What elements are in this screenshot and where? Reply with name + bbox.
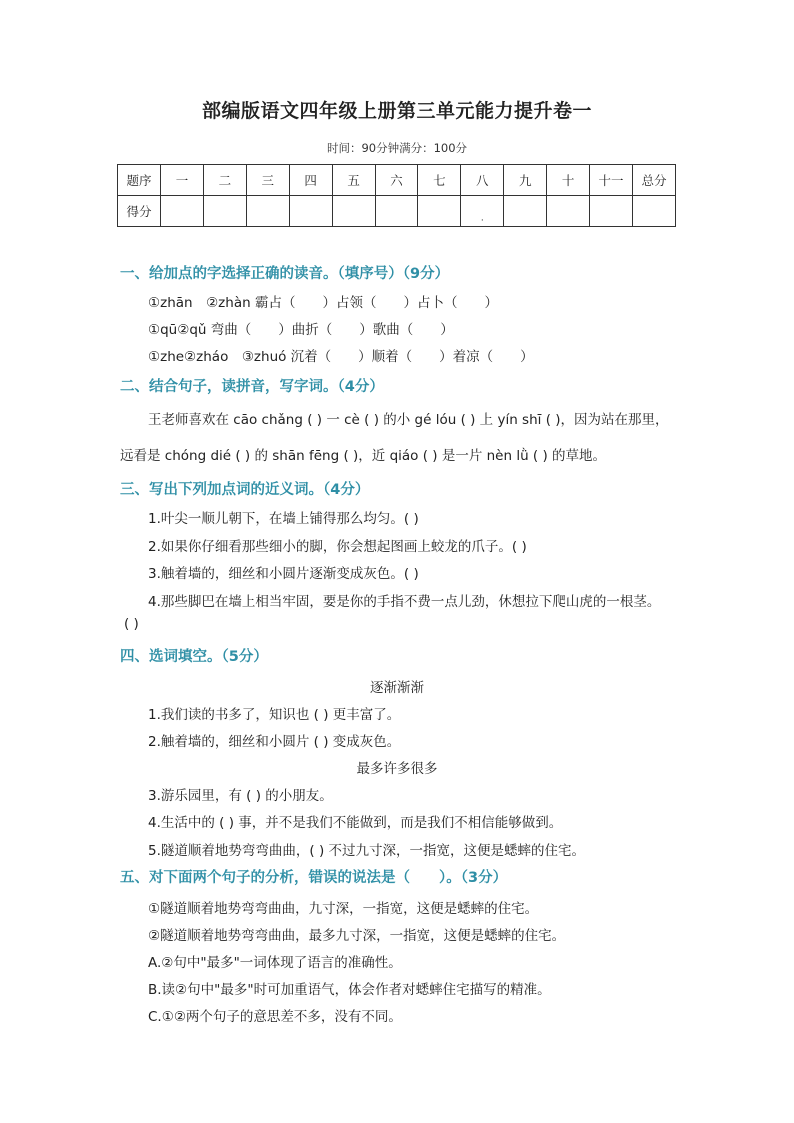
question-line: 2.如果你仔细看那些细小的脚，你会想起图画上蛟龙的爪子。( )	[148, 539, 527, 555]
header-cell: 九	[504, 165, 547, 196]
score-cell[interactable]	[161, 196, 204, 227]
header-cell: 十	[547, 165, 590, 196]
row-label: 得分	[118, 196, 161, 227]
option-a: A.②句中"最多"一词体现了语言的准确性。	[148, 955, 402, 971]
exam-info: 时间：90分钟满分：100分	[326, 141, 468, 155]
header-cell: 一	[161, 165, 204, 196]
score-cell[interactable]	[418, 196, 461, 227]
word-bank: 逐渐渐渐	[370, 680, 424, 696]
score-table-score-row	[118, 196, 676, 227]
header-cell: 二	[203, 165, 246, 196]
section-5-heading: 五、对下面两个句子的分析，错误的说法是（ ）。（3分）	[120, 870, 508, 886]
score-cell[interactable]	[289, 196, 332, 227]
score-cell[interactable]	[504, 196, 547, 227]
question-line: 5.隧道顺着地势弯弯曲曲，( ) 不过九寸深，一指宽，这便是蟋蟀的住宅。	[148, 843, 585, 859]
header-cell: 七	[418, 165, 461, 196]
score-table-header-row	[118, 165, 676, 196]
section-3-heading: 三、写出下列加点词的近义词。（4分）	[120, 482, 370, 498]
question-line: 王老师喜欢在 cāo chǎng ( ) 一 cè ( ) 的小 gé lóu ( ) 上 yín shī ( )，因为站在那里，	[148, 412, 669, 428]
question-line: 1.我们读的书多了，知识也 ( ) 更丰富了。	[148, 707, 401, 723]
section-1-heading: 一、给加点的字选择正确的读音。（填序号）（9分）	[120, 266, 450, 282]
score-cell[interactable]	[375, 196, 418, 227]
question-line: ①zhān ②zhàn 霸占（ ）占领（ ）占卜（ ）	[148, 295, 498, 311]
header-cell: 题序	[118, 165, 161, 196]
section-4-heading: 四、选词填空。（5分）	[120, 649, 268, 665]
word-bank: 最多许多很多	[356, 761, 438, 777]
score-cell[interactable]	[547, 196, 590, 227]
header-cell: 六	[375, 165, 418, 196]
question-line: ②隧道顺着地势弯弯曲曲，最多九寸深，一指宽，这便是蟋蟀的住宅。	[148, 928, 566, 944]
score-cell[interactable]	[203, 196, 246, 227]
question-line: 2.触着墙的，细丝和小圆片 ( ) 变成灰色。	[148, 734, 401, 750]
question-line: 远看是 chóng dié ( ) 的 shān fēng ( )，近 qiáo ( ) 是一片 nèn lǜ ( ) 的草地。	[120, 448, 607, 464]
page-title: 部编版语文四年级上册第三单元能力提升卷一	[201, 100, 592, 122]
header-cell: 八	[461, 165, 504, 196]
header-cell: 十一	[590, 165, 633, 196]
score-cell[interactable]: ·	[461, 196, 504, 227]
header-cell: 五	[332, 165, 375, 196]
question-line: 3.触着墙的，细丝和小圆片逐渐变成灰色。( )	[148, 566, 419, 582]
question-line: 3.游乐园里，有 ( ) 的小朋友。	[148, 788, 333, 804]
question-line: ①qū②qǔ 弯曲（ ）曲折（ ）歌曲（ ）	[148, 322, 454, 338]
question-line: 1.叶尖一顺儿朝下，在墙上铺得那么均匀。( )	[148, 511, 419, 527]
option-c: C.①②两个句子的意思差不多，没有不同。	[148, 1009, 402, 1025]
header-cell: 三	[246, 165, 289, 196]
score-cell[interactable]	[590, 196, 633, 227]
score-cell[interactable]	[332, 196, 375, 227]
section-2-heading: 二、结合句子，读拼音，写字词。（4分）	[120, 379, 384, 395]
score-cell[interactable]	[246, 196, 289, 227]
header-cell: 四	[289, 165, 332, 196]
header-cell: 总分	[632, 165, 675, 196]
question-line: ①zhe②zháo ③zhuó 沉着（ ）顺着（ ）着凉（ ）	[148, 349, 534, 365]
score-table	[117, 164, 676, 227]
option-b: B.读②句中"最多"时可加重语气，体会作者对蟋蟀住宅描写的精准。	[148, 982, 551, 998]
question-line: ( )	[124, 616, 139, 632]
score-cell[interactable]	[632, 196, 675, 227]
question-line: 4.生活中的 ( ) 事，并不是我们不能做到，而是我们不相信能够做到。	[148, 815, 563, 831]
question-line: ①隧道顺着地势弯弯曲曲，九寸深，一指宽，这便是蟋蟀的住宅。	[148, 901, 539, 917]
question-line: 4.那些脚巴在墙上相当牢固，要是你的手指不费一点儿劲，休想拉下爬山虎的一根茎。	[148, 594, 661, 610]
